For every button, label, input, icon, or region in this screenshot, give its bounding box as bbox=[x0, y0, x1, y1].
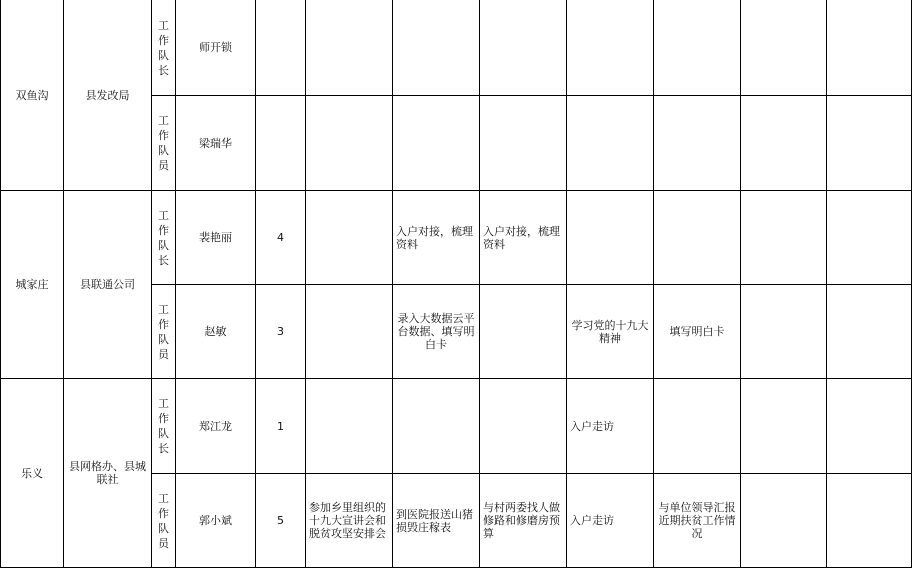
count-cell[interactable]: 3 bbox=[256, 285, 306, 379]
day1-cell[interactable] bbox=[306, 379, 393, 474]
role-cell[interactable] bbox=[152, 191, 176, 285]
empty-cell[interactable] bbox=[827, 474, 912, 568]
day2-cell[interactable]: 入户对接，梳理资料 bbox=[393, 191, 480, 285]
empty-cell[interactable] bbox=[741, 191, 827, 285]
day2-cell[interactable] bbox=[393, 379, 480, 474]
day4-cell[interactable]: 学习党的十九大精神 bbox=[567, 285, 654, 379]
empty-cell[interactable] bbox=[827, 191, 912, 285]
day1-cell[interactable] bbox=[306, 285, 393, 379]
name-cell[interactable]: 裴艳丽 bbox=[176, 191, 256, 285]
day5-cell[interactable] bbox=[654, 191, 741, 285]
day5-cell[interactable]: 填写明白卡 bbox=[654, 285, 741, 379]
count-cell[interactable]: 4 bbox=[256, 191, 306, 285]
table-row bbox=[1, 0, 912, 96]
empty-cell[interactable] bbox=[827, 0, 912, 96]
day5-cell[interactable] bbox=[654, 0, 741, 96]
table-row bbox=[1, 191, 912, 285]
day4-cell[interactable]: 入户走访 bbox=[567, 379, 654, 474]
empty-cell[interactable] bbox=[827, 285, 912, 379]
role-cell[interactable] bbox=[152, 379, 176, 474]
role-text: 工作队员 bbox=[158, 491, 169, 550]
count-cell[interactable] bbox=[256, 96, 306, 191]
name-cell[interactable]: 梁瑞华 bbox=[176, 96, 256, 191]
day1-cell[interactable] bbox=[306, 0, 393, 96]
unit-cell[interactable]: 县发改局 bbox=[64, 0, 152, 191]
day3-cell[interactable] bbox=[480, 285, 567, 379]
day4-cell[interactable] bbox=[567, 191, 654, 285]
day4-cell[interactable] bbox=[567, 0, 654, 96]
count-cell[interactable] bbox=[256, 0, 306, 96]
role-text: 工作队长 bbox=[158, 18, 169, 77]
day2-cell[interactable]: 到医院报送山猪损毁庄稼表 bbox=[393, 474, 480, 568]
day1-cell[interactable]: 参加乡里组织的十九大宣讲会和脱贫攻坚安排会 bbox=[306, 474, 393, 568]
unit-cell[interactable]: 县联通公司 bbox=[64, 191, 152, 379]
empty-cell[interactable] bbox=[741, 474, 827, 568]
name-cell[interactable]: 师开锁 bbox=[176, 0, 256, 96]
name-cell[interactable]: 郑江龙 bbox=[176, 379, 256, 474]
count-cell[interactable]: 1 bbox=[256, 379, 306, 474]
name-cell[interactable]: 郭小斌 bbox=[176, 474, 256, 568]
empty-cell[interactable] bbox=[741, 379, 827, 474]
village-cell[interactable]: 城家庄 bbox=[1, 191, 64, 379]
count-cell[interactable]: 5 bbox=[256, 474, 306, 568]
day3-cell[interactable] bbox=[480, 0, 567, 96]
role-cell[interactable] bbox=[152, 474, 176, 568]
role-cell[interactable] bbox=[152, 285, 176, 379]
day5-cell[interactable]: 与单位领导汇报近期扶贫工作情况 bbox=[654, 474, 741, 568]
day3-cell[interactable]: 与村两委找人做修路和修磨房预算 bbox=[480, 474, 567, 568]
role-text: 工作队员 bbox=[158, 302, 169, 361]
day2-cell[interactable] bbox=[393, 96, 480, 191]
role-cell[interactable] bbox=[152, 96, 176, 191]
empty-cell[interactable] bbox=[741, 96, 827, 191]
day4-cell[interactable] bbox=[567, 96, 654, 191]
empty-cell[interactable] bbox=[827, 96, 912, 191]
day3-cell[interactable]: 入户对接，梳理资料 bbox=[480, 191, 567, 285]
day1-cell[interactable] bbox=[306, 191, 393, 285]
day5-cell[interactable] bbox=[654, 379, 741, 474]
day3-cell[interactable] bbox=[480, 379, 567, 474]
day4-cell[interactable]: 入户走访 bbox=[567, 474, 654, 568]
unit-cell[interactable]: 县网格办、县城联社 bbox=[64, 379, 152, 568]
village-cell[interactable]: 乐义 bbox=[1, 379, 64, 568]
empty-cell[interactable] bbox=[741, 285, 827, 379]
empty-cell[interactable] bbox=[741, 0, 827, 96]
empty-cell[interactable] bbox=[827, 379, 912, 474]
role-cell[interactable] bbox=[152, 0, 176, 96]
day2-cell[interactable]: 录入大数据云平台数据、填写明白卡 bbox=[393, 285, 480, 379]
village-cell[interactable]: 双鱼沟 bbox=[1, 0, 64, 191]
role-text: 工作队长 bbox=[158, 208, 169, 267]
table-row bbox=[1, 379, 912, 474]
name-cell[interactable]: 赵敏 bbox=[176, 285, 256, 379]
day3-cell[interactable] bbox=[480, 96, 567, 191]
role-text: 工作队长 bbox=[158, 397, 169, 455]
day1-cell[interactable] bbox=[306, 96, 393, 191]
role-text: 工作队员 bbox=[158, 114, 169, 172]
day5-cell[interactable] bbox=[654, 96, 741, 191]
day2-cell[interactable] bbox=[393, 0, 480, 96]
